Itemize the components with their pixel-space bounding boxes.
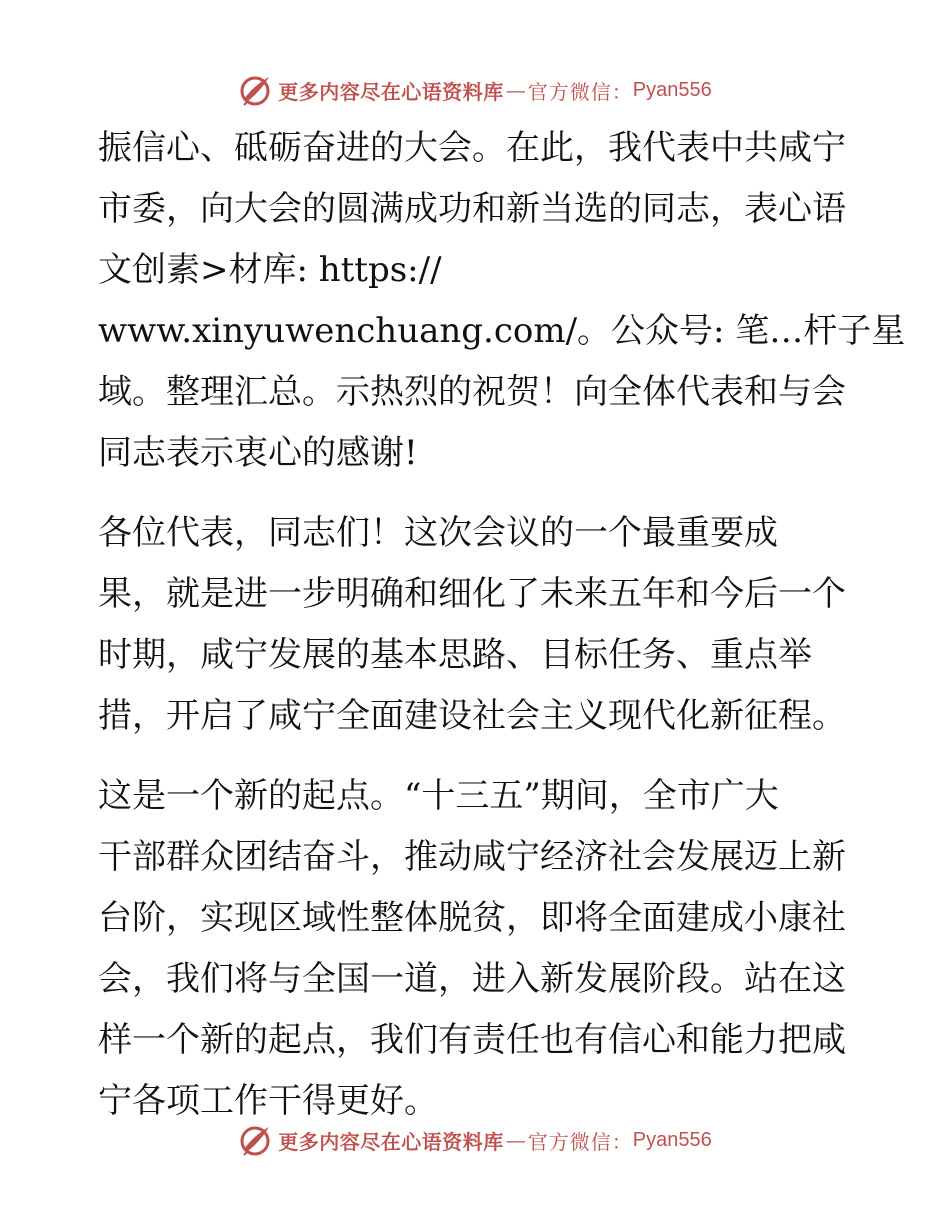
- text-line: 干部群众团结奋斗，推动咸宁经济社会发展迈上新: [98, 837, 846, 877]
- text-line: www.xinyuwenchuang.com/。公众号: 笔…杆子星: [98, 311, 906, 351]
- text-line: 域。整理汇总。示热烈的祝贺！向全体代表和与会: [98, 372, 846, 412]
- text-line: 会，我们将与全国一道，进入新发展阶段。站在这: [98, 959, 846, 999]
- text-line: 宁各项工作干得更好。: [98, 1081, 438, 1121]
- footer-watermark: [0, 1120, 950, 1160]
- text-line: 台阶，实现区域性整体脱贫，即将全面建成小康社: [98, 898, 846, 938]
- paragraph-1: [98, 118, 906, 484]
- watermark-wechat-id: Pyan556: [632, 78, 712, 101]
- text-line: 这是一个新的起点。“十三五”期间，全市广大: [98, 776, 779, 816]
- watermark-wechat-id: Pyan556: [632, 1128, 712, 1151]
- text-line: 振信心、砥砺奋进的大会。在此，我代表中共咸宁: [98, 128, 846, 168]
- watermark-site-text: 更多内容尽在心语资料库: [278, 1129, 504, 1154]
- text-line: 样一个新的起点，我们有责任也有信心和能力把咸: [98, 1020, 846, 1060]
- quill-logo-icon: [238, 73, 272, 107]
- document-body: [98, 118, 906, 1132]
- watermark-wechat-label: 官方微信：: [527, 1129, 633, 1154]
- watermark-site-text: 更多内容尽在心语资料库: [278, 79, 504, 104]
- watermark-wechat-label: 官方微信：: [527, 79, 633, 104]
- quill-logo-icon: [238, 1123, 272, 1157]
- text-line: 时期，咸宁发展的基本思路、目标任务、重点举: [98, 635, 812, 675]
- text-line: 文创素>材库: https://: [98, 250, 442, 290]
- text-line: 果，就是进一步明确和细化了未来五年和今后一个: [98, 574, 846, 614]
- text-line: 同志表示衷心的感谢!: [98, 433, 418, 473]
- paragraph-3: [98, 766, 868, 1132]
- paragraph-2: [98, 503, 868, 747]
- header-watermark: [0, 70, 950, 110]
- watermark-dash: —: [505, 78, 526, 102]
- watermark-dash: —: [505, 1128, 526, 1152]
- text-line: 各位代表，同志们！这次会议的一个最重要成: [98, 513, 778, 553]
- text-line: 市委，向大会的圆满成功和新当选的同志，表心语: [98, 189, 846, 229]
- text-line: 措，开启了咸宁全面建设社会主义现代化新征程。: [98, 696, 846, 736]
